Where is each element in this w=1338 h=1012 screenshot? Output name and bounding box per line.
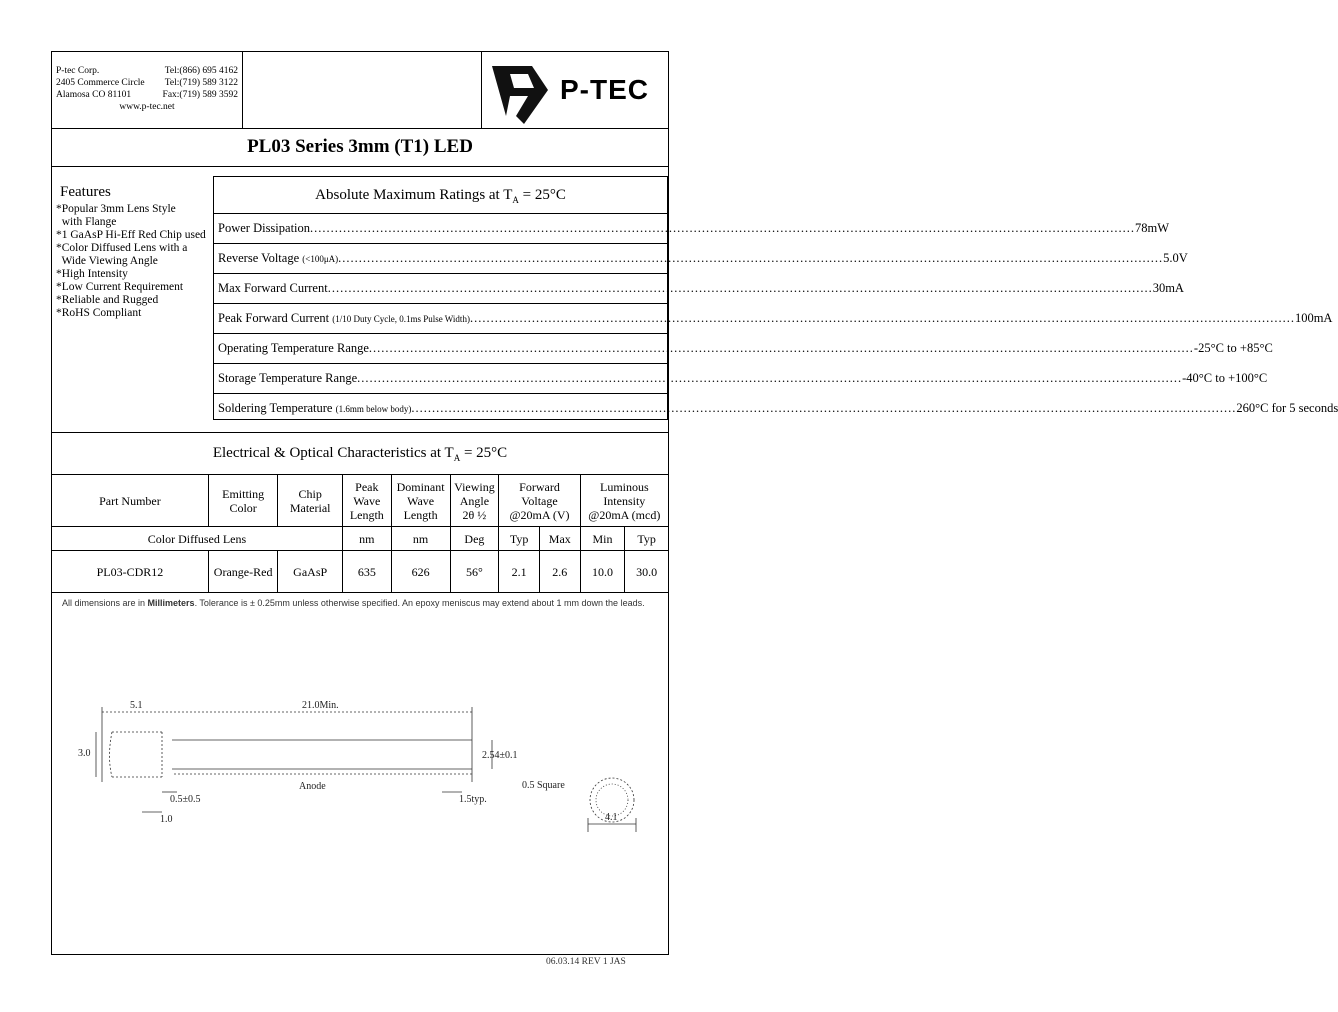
- features-list: [56, 186, 216, 320]
- electrical-title: Electrical & Optical Characteristics at $T_A = 25^\circ C$: [212, 445, 508, 463]
- feature-item: *High Intensity: [56, 268, 128, 280]
- header-forward: Forward Voltage @20mA (V): [499, 475, 580, 527]
- electrical-table: [52, 474, 668, 593]
- rating-row: Storage Temperature Range ........................................................................................................................................................................................................ -40°C to +100°C: [214, 364, 667, 394]
- cell-chip: GaAsP: [278, 551, 343, 593]
- dim-typ: 1.5typ.: [459, 794, 487, 805]
- feature-item: *RoHS Compliant: [56, 307, 142, 319]
- unit-vf-max: Max: [539, 527, 580, 551]
- cell-dominant: 626: [391, 551, 450, 593]
- company-address2: Alamosa CO 81101: [56, 90, 132, 100]
- rating-row: Reverse Voltage (<100μA) ........................................................................................................................................................................................................ 5.0V: [214, 244, 667, 274]
- rating-value: -40°C to +100°C: [1182, 371, 1268, 385]
- unit-dominant: nm: [391, 527, 450, 551]
- table-row: [52, 551, 668, 593]
- rating-row: Operating Temperature Range ........................................................................................................................................................................................................ -25°C to +85°C: [214, 334, 667, 364]
- company-tel2: Tel:(719) 589 3122: [164, 78, 238, 88]
- rating-label: Soldering Temperature: [218, 401, 336, 415]
- cell-vf-typ: 2.1: [499, 551, 540, 593]
- cell-vf-max: 2.6: [539, 551, 580, 593]
- rating-value: 5.0V: [1163, 251, 1188, 265]
- header-emitting: Emitting Color: [208, 475, 278, 527]
- rating-label: Peak Forward Current: [218, 311, 333, 325]
- feature-item: *Popular 3mm Lens Style: [56, 203, 176, 215]
- company-fax: Fax:(719) 589 3592: [162, 90, 238, 100]
- table-header-row: [52, 475, 668, 527]
- header-peak: Peak Wave Length: [342, 475, 391, 527]
- dim-one: 1.0: [160, 814, 173, 825]
- company-logo: [481, 52, 668, 128]
- feature-item: *Low Current Requirement: [56, 281, 184, 293]
- feature-item: *Color Diffused Lens with a: [56, 242, 188, 254]
- unit-viewing: Deg: [450, 527, 499, 551]
- cell-peak: 635: [342, 551, 391, 593]
- company-name: P-tec Corp.: [56, 66, 100, 76]
- feature-item: Wide Viewing Angle: [56, 255, 158, 267]
- company-web: www.p-tec.net: [119, 102, 175, 112]
- features-heading: Features: [60, 184, 111, 200]
- rating-label: Power Dissipation: [218, 221, 311, 235]
- rating-row: Soldering Temperature (1.6mm below body) ........................................................................................................................................................................................................ 260°C for 5 seconds: [214, 394, 667, 423]
- unit-peak: nm: [342, 527, 391, 551]
- logo-mark-icon: [488, 56, 558, 126]
- mechanical-drawing: [52, 632, 668, 872]
- rating-note: (1.6mm below body): [335, 404, 412, 414]
- max-ratings-table: [213, 176, 1338, 420]
- feature-item: *Reliable and Rugged: [56, 294, 159, 306]
- cell-viewing: 56°: [450, 551, 499, 593]
- feature-item: *1 GaAsP Hi-Eff Red Chip used: [56, 229, 206, 241]
- feature-item: with Flange: [56, 216, 117, 228]
- cell-iv-typ: 30.0: [625, 551, 668, 593]
- header-viewing: Viewing Angle 2θ ½: [450, 475, 499, 527]
- unit-vf-typ: Typ: [499, 527, 540, 551]
- page-title: PL03 Series 3mm (T1) LED: [247, 136, 473, 157]
- unit-iv-min: Min: [580, 527, 625, 551]
- rating-row: Power Dissipation ........................................................................................................................................................................................................ 78mW: [214, 214, 667, 244]
- dim-flange: 0.5±0.5: [170, 794, 201, 805]
- unit-iv-typ: Typ: [625, 527, 668, 551]
- header-chip: Chip Material: [278, 475, 343, 527]
- rating-note: (1/10 Duty Cycle, 0.1ms Pulse Width): [332, 314, 470, 324]
- dim-outer: 4.1: [605, 812, 618, 823]
- table-units-row: [52, 527, 668, 551]
- rating-label: Operating Temperature Range: [218, 341, 369, 355]
- dim-square: 0.5 Square: [522, 780, 565, 791]
- cell-color: Orange-Red: [208, 551, 278, 593]
- cell-iv-min: 10.0: [580, 551, 625, 593]
- rating-note: (<100μA): [302, 254, 339, 264]
- divider: [52, 166, 668, 167]
- dim-diameter: 3.0: [78, 748, 91, 759]
- header-dominant: Dominant Wave Length: [391, 475, 450, 527]
- lens-label: Color Diffused Lens: [52, 527, 342, 551]
- dim-anode: Anode: [299, 781, 326, 792]
- rating-value: -25°C to +85°C: [1193, 341, 1273, 355]
- rating-row: Peak Forward Current (1/10 Duty Cycle, 0.1ms Pulse Width) ........................................................................................................................................................................................................ 100mA: [214, 304, 667, 334]
- revision-footer: 06.03.14 REV 1 JAS: [546, 957, 626, 967]
- rating-row: Max Forward Current ........................................................................................................................................................................................................ 30mA: [214, 274, 667, 304]
- ratings-title: Absolute Maximum Ratings at $T_A = 25^\circ C$: [214, 177, 667, 214]
- dim-lead: 21.0Min.: [302, 700, 339, 711]
- company-info: [52, 52, 243, 128]
- rating-label: Max Forward Current: [218, 281, 328, 295]
- company-tel1: Tel:(866) 695 4162: [164, 66, 238, 76]
- logo-text: P-TEC: [560, 74, 649, 105]
- dimension-note: All dimensions are in Millimeters. Tolerance is ± 0.25mm unless otherwise specified. An epoxy meniscus may extend about 1 mm down the leads.: [62, 598, 645, 608]
- datasheet: [51, 51, 1338, 955]
- rating-label: Reverse Voltage: [218, 251, 303, 265]
- rating-value: 100mA: [1294, 311, 1333, 325]
- rating-value: 260°C for 5 seconds: [1236, 401, 1338, 415]
- rating-value: 78mW: [1135, 221, 1170, 235]
- rating-label: Storage Temperature Range: [218, 371, 358, 385]
- dim-body: 5.1: [130, 700, 143, 711]
- cell-part: PL03-CDR12: [52, 551, 208, 593]
- dim-pitch: 2.54±0.1: [482, 750, 518, 761]
- header-luminous: Luminous Intensity @20mA (mcd): [580, 475, 668, 527]
- rating-value: 30mA: [1152, 281, 1184, 295]
- header-part: Part Number: [52, 475, 208, 527]
- company-address1: 2405 Commerce Circle: [56, 78, 145, 88]
